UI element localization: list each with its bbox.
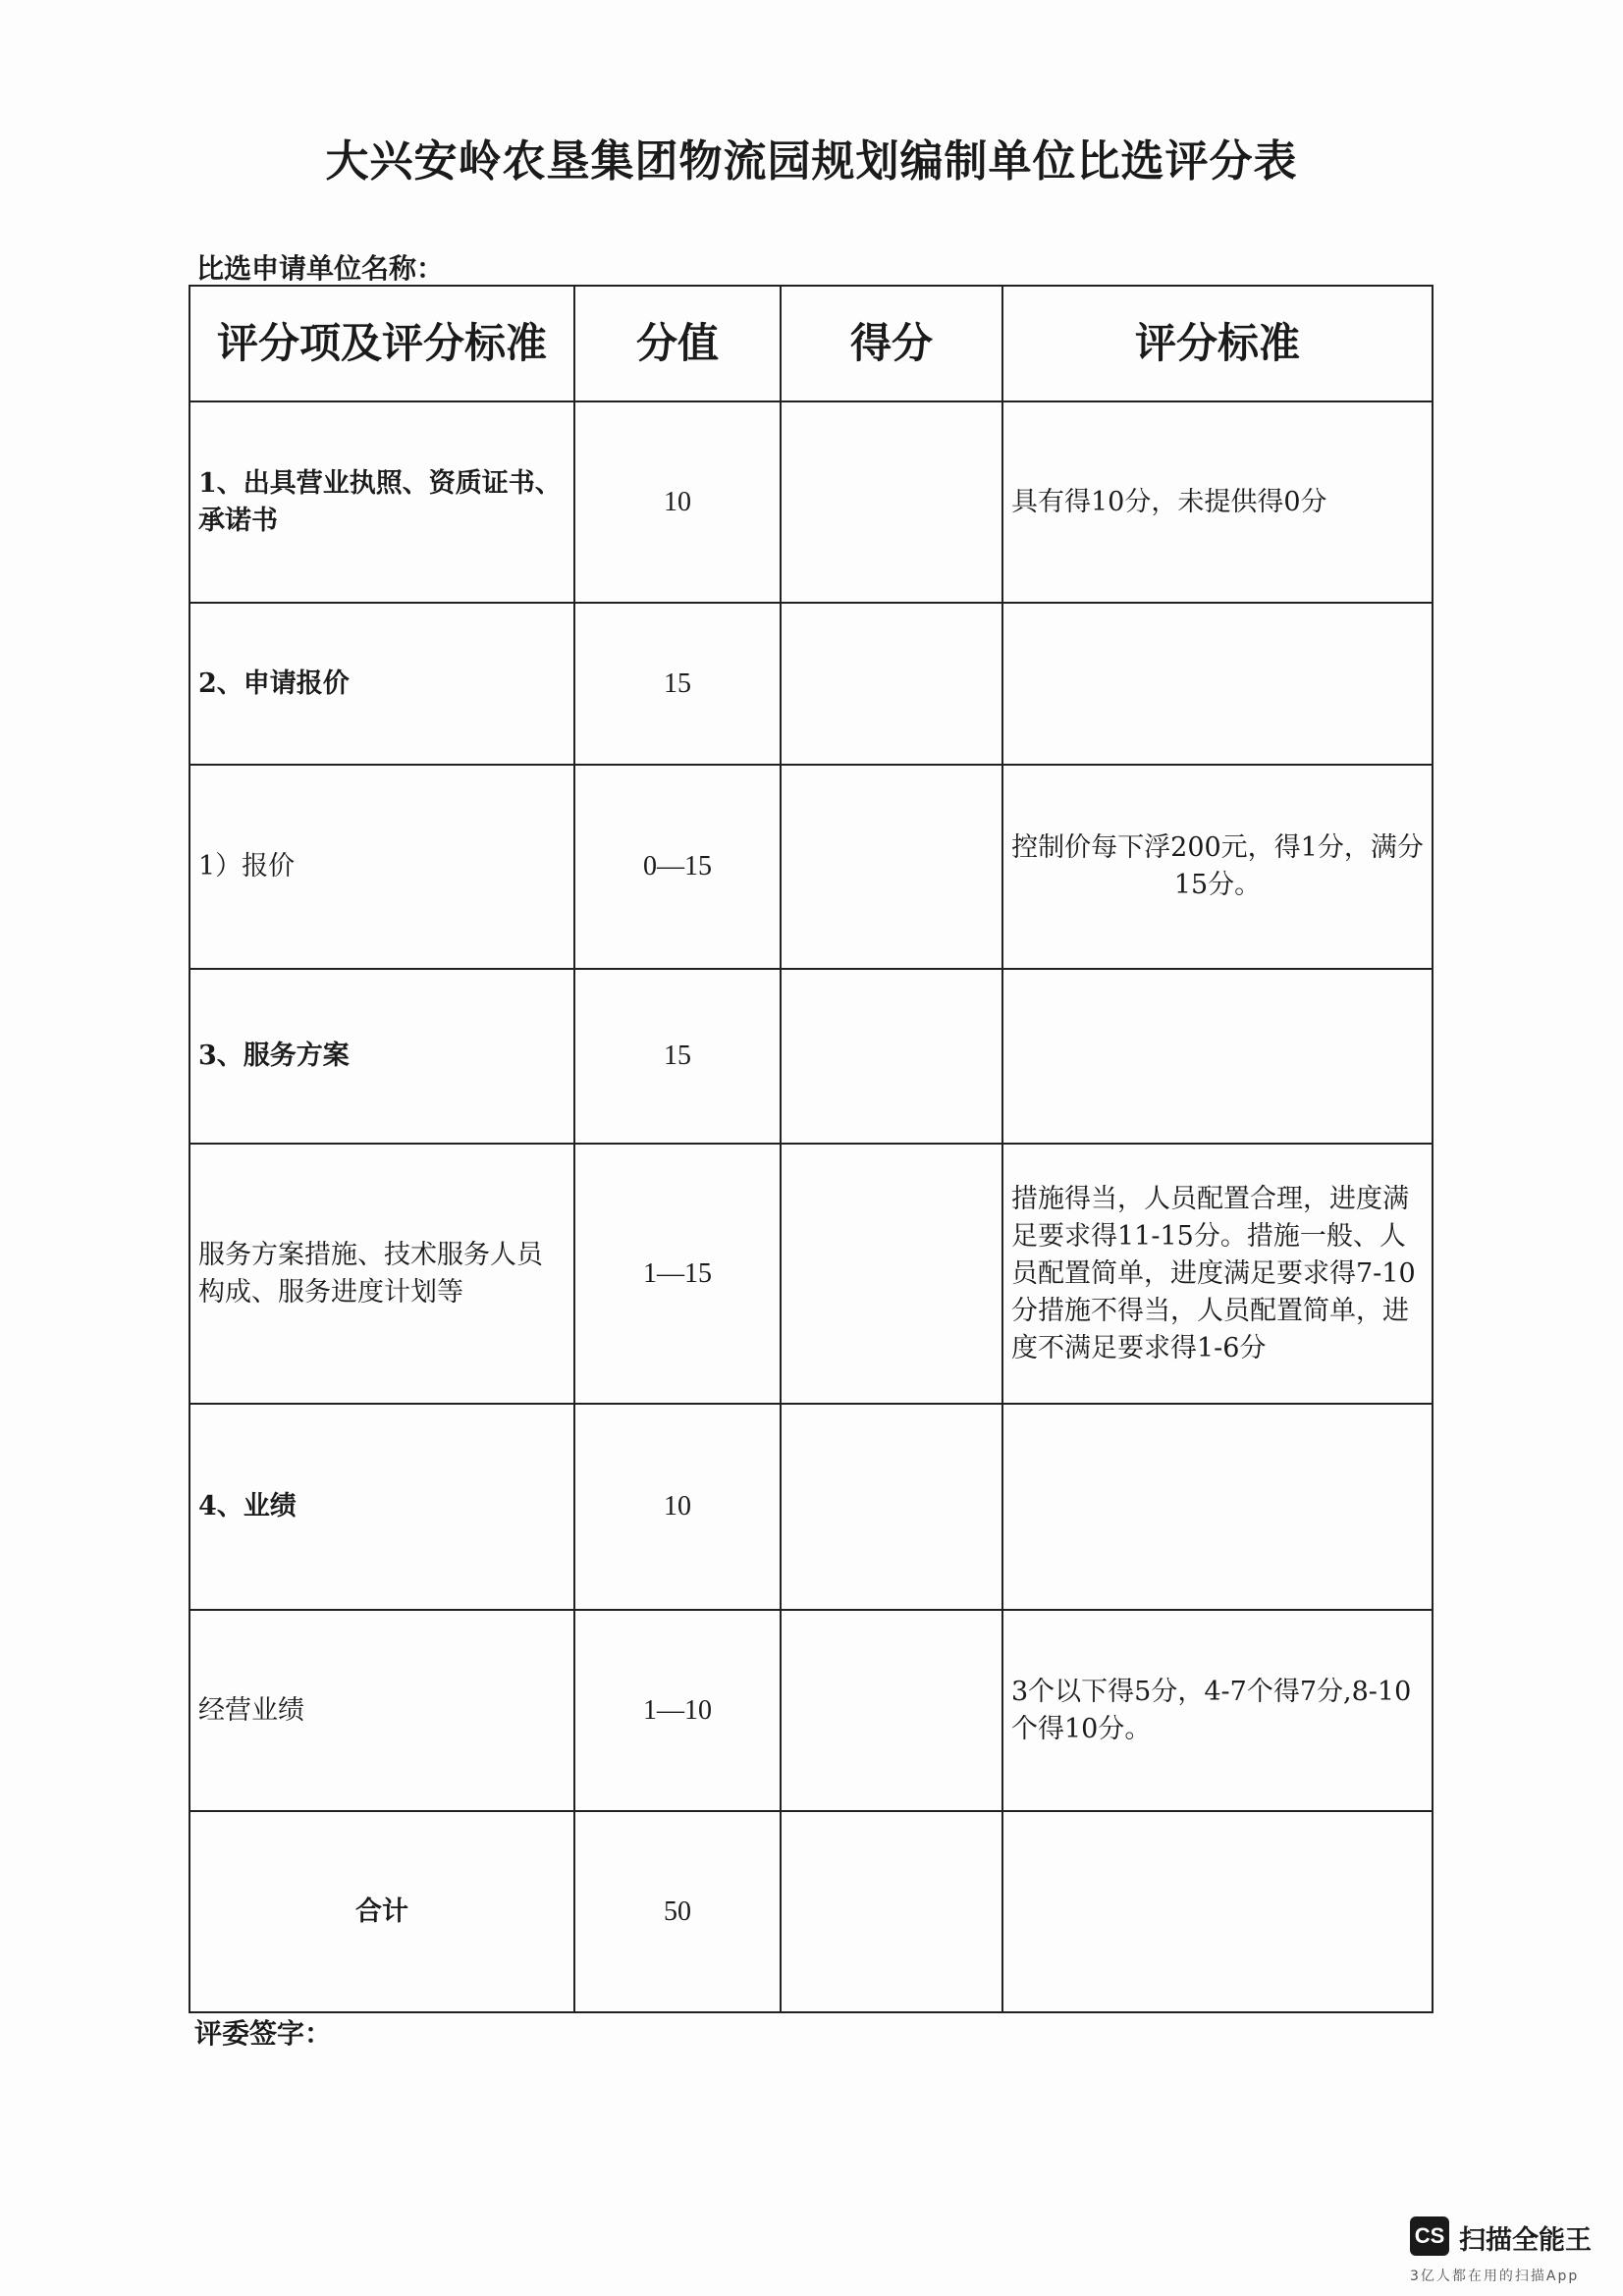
- camscanner-logo-icon: CS: [1410, 2216, 1449, 2256]
- row-item: 经营业绩: [189, 1610, 574, 1811]
- row-standard: [1002, 603, 1433, 765]
- applicant-name-label: 比选申请单位名称：: [196, 252, 445, 285]
- total-value: 50: [574, 1811, 781, 2012]
- row-score-cell[interactable]: [781, 401, 1002, 603]
- row-standard: [1002, 969, 1433, 1144]
- header-scoring-standard: 评分标准: [1002, 286, 1433, 401]
- table-header-row: [189, 286, 1433, 401]
- row-score-cell[interactable]: [781, 1404, 1002, 1610]
- row-standard: 措施得当，人员配置合理，进度满足要求得11-15分。措施一般、人员配置简单，进度满足要求得7-10分措施不得当，人员配置简单，进度不满足要求得1-6分: [1002, 1144, 1433, 1404]
- row-item: 1）报价: [189, 765, 574, 969]
- table-row: [189, 401, 1433, 603]
- row-standard: [1002, 1404, 1433, 1610]
- row-standard: 具有得10分，未提供得0分: [1002, 401, 1433, 603]
- row-score-cell[interactable]: [781, 765, 1002, 969]
- row-value: 10: [574, 401, 781, 603]
- row-score-cell[interactable]: [781, 603, 1002, 765]
- table-row-total: [189, 1811, 1433, 2012]
- row-value: 0—15: [574, 765, 781, 969]
- table-row: [189, 603, 1433, 765]
- row-standard: 控制价每下浮200元，得1分，满分15分。: [1002, 765, 1433, 969]
- scanner-watermark: [1410, 2216, 1606, 2285]
- table-row: [189, 969, 1433, 1144]
- row-item: 4、业绩: [189, 1404, 574, 1610]
- row-score-cell[interactable]: [781, 1144, 1002, 1404]
- header-point-value: 分值: [574, 286, 781, 401]
- total-score-cell[interactable]: [781, 1811, 1002, 2012]
- row-score-cell[interactable]: [781, 1610, 1002, 1811]
- table-row: [189, 1144, 1433, 1404]
- row-value: 15: [574, 969, 781, 1144]
- watermark-slogan: 3亿人都在用的扫描App: [1410, 2269, 1580, 2284]
- watermark-app-name: 扫描全能王: [1459, 2225, 1592, 2256]
- row-value: 1—10: [574, 1610, 781, 1811]
- header-score: 得分: [781, 286, 1002, 401]
- row-item: 服务方案措施、技术服务人员构成、服务进度计划等: [189, 1144, 574, 1404]
- row-value: 10: [574, 1404, 781, 1610]
- row-score-cell[interactable]: [781, 969, 1002, 1144]
- row-item: 2、申请报价: [189, 603, 574, 765]
- table-row: [189, 1610, 1433, 1811]
- scoring-table: [189, 285, 1434, 2013]
- row-value: 1—15: [574, 1144, 781, 1404]
- row-value: 15: [574, 603, 781, 765]
- table-row: [189, 765, 1433, 969]
- total-standard: [1002, 1811, 1433, 2012]
- row-item: 1、出具营业执照、资质证书、承诺书: [189, 401, 574, 603]
- table-row: [189, 1404, 1433, 1610]
- row-standard: 3个以下得5分，4-7个得7分,8-10个得10分。: [1002, 1610, 1433, 1811]
- page-title: 大兴安岭农垦集团物流园规划编制单位比选评分表: [325, 136, 1298, 187]
- header-scoring-item: 评分项及评分标准: [189, 286, 574, 401]
- judge-signature-label: 评委签字：: [194, 2017, 333, 2050]
- row-item: 3、服务方案: [189, 969, 574, 1144]
- total-label: 合计: [189, 1811, 574, 2012]
